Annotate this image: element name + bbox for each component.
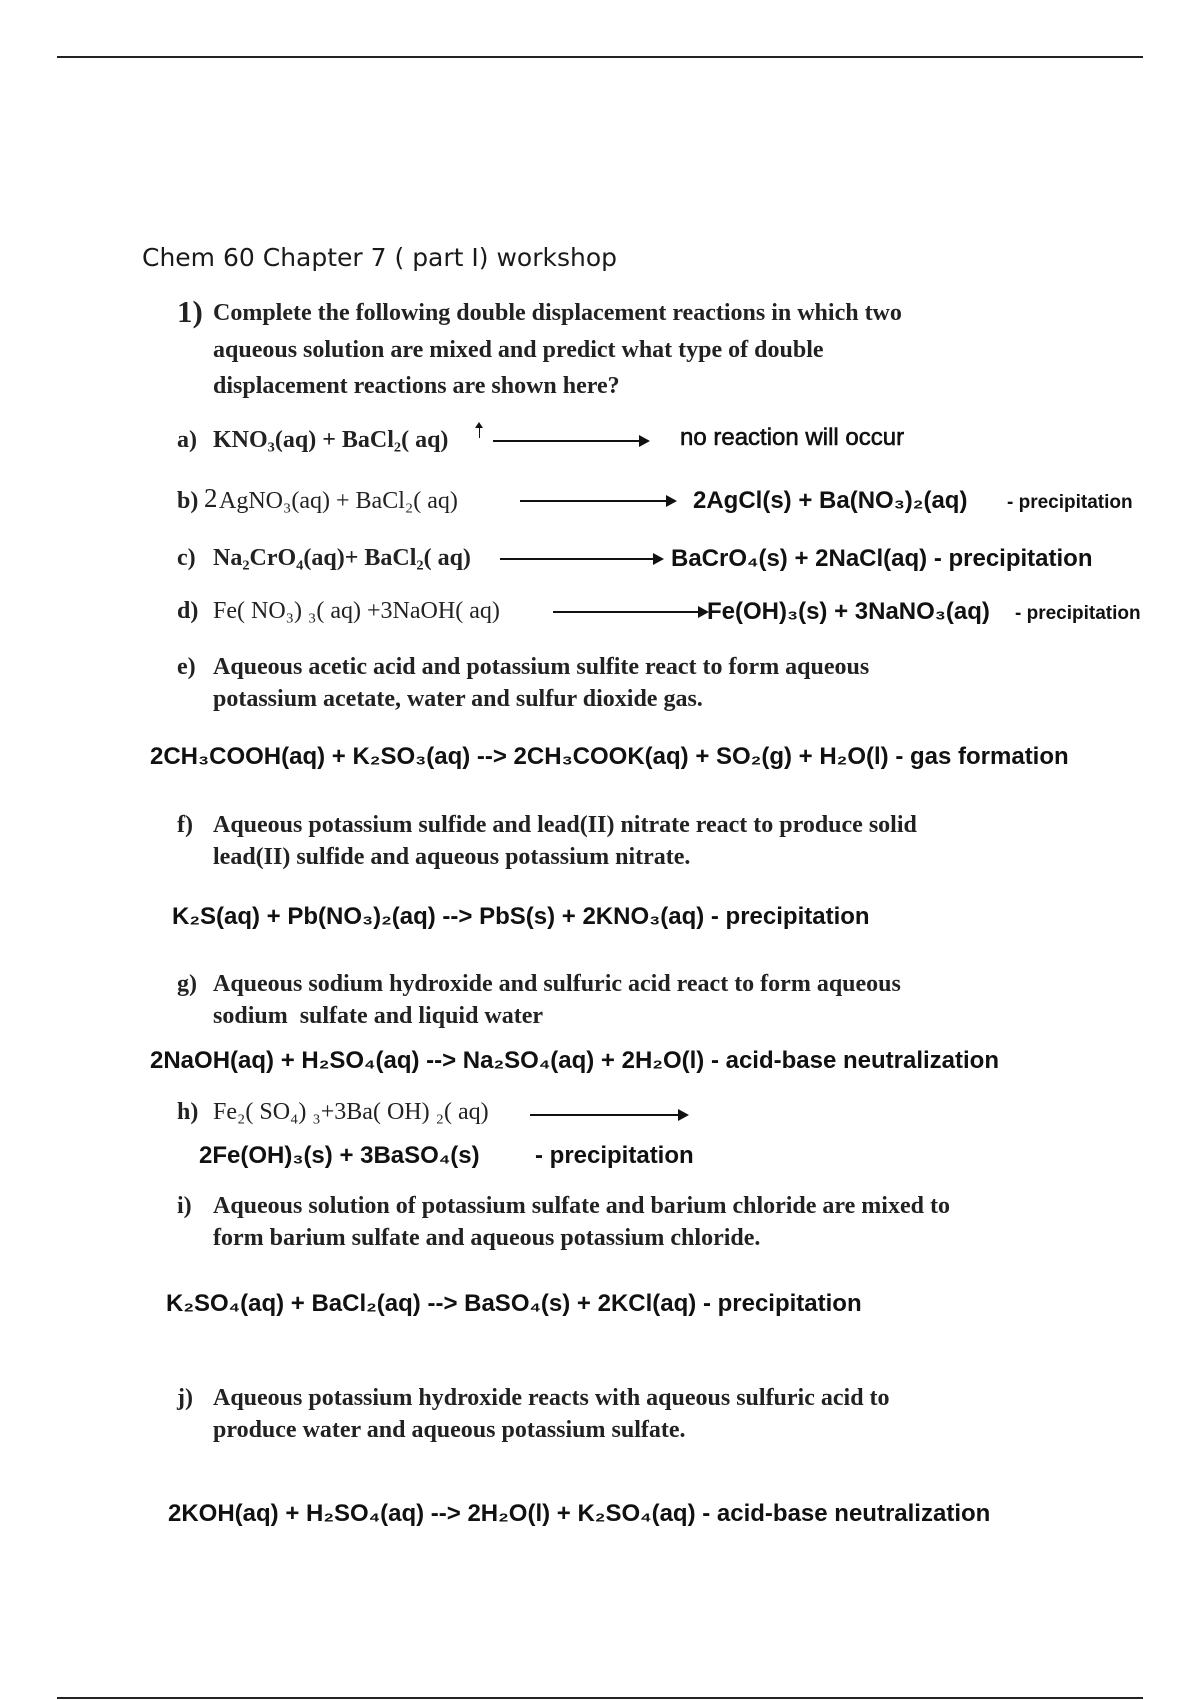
- up-arrow-icon: [479, 426, 480, 438]
- item-i-label: i): [177, 1193, 192, 1219]
- item-e-line-1: Aqueous acetic acid and potassium sulfite react to form aqueous: [213, 654, 870, 680]
- item-c-reactants: Na₂CrO₄(aq)+ BaCl₂( aq): [213, 545, 471, 571]
- item-c-label: c): [177, 545, 196, 571]
- item-b-label: b): [177, 488, 199, 514]
- item-e-answer: 2CH₃COOH(aq) + K₂SO₃(aq) --> 2CH₃COOK(aq) + SO₂(g) + H₂O(l) - gas formation: [150, 743, 1069, 770]
- bottom-rule: [57, 1697, 1143, 1699]
- item-b-reactants: AgNO₃(aq) + BaCl₂( aq): [219, 488, 458, 514]
- item-h-label: h): [177, 1099, 199, 1125]
- item-a-label: a): [177, 427, 197, 453]
- item-h-type: - precipitation: [535, 1142, 694, 1169]
- item-d-answer: Fe(OH)₃(s) + 3NaNO₃(aq): [707, 598, 990, 625]
- item-a-reactants: KNO₃(aq) + BaCl₂( aq): [213, 427, 449, 453]
- item-h-reactants: Fe₂( SO₄) ₃+3Ba( OH) ₂( aq): [213, 1099, 489, 1125]
- item-i-line-1: Aqueous solution of potassium sulfate and barium chloride are mixed to: [213, 1193, 950, 1219]
- item-f-answer: K₂S(aq) + Pb(NO₃)₂(aq) --> PbS(s) + 2KNO₃(aq) - precipitation: [172, 903, 870, 930]
- item-j-answer: 2KOH(aq) + H₂SO₄(aq) --> 2H₂O(l) + K₂SO₄(aq) - acid-base neutralization: [168, 1500, 991, 1527]
- reaction-arrow-b: [520, 500, 675, 502]
- reaction-arrow-a: [493, 440, 648, 442]
- item-c-answer: BaCrO₄(s) + 2NaCl(aq) - precipitation: [671, 545, 1093, 572]
- question-line-1: Complete the following double displacement reactions in which two: [213, 300, 902, 326]
- item-a-answer: no reaction will occur: [680, 424, 905, 451]
- item-h-answer: 2Fe(OH)₃(s) + 3BaSO₄(s): [199, 1142, 480, 1169]
- reaction-arrow-d: [553, 611, 707, 613]
- item-g-answer: 2NaOH(aq) + H₂SO₄(aq) --> Na₂SO₄(aq) + 2H₂O(l) - acid-base neutralization: [150, 1047, 999, 1074]
- item-e-label: e): [177, 654, 196, 680]
- question-number: 1): [177, 294, 203, 329]
- item-b-type: - precipitation: [1007, 492, 1133, 513]
- item-d-label: d): [177, 598, 199, 624]
- item-j-line-2: produce water and aqueous potassium sulfate.: [213, 1417, 686, 1443]
- item-f-line-1: Aqueous potassium sulfide and lead(II) nitrate react to produce solid: [213, 812, 917, 838]
- page-title: Chem 60 Chapter 7 ( part I) workshop: [142, 243, 618, 272]
- reaction-arrow-c: [500, 558, 662, 560]
- item-b-coefficient: 2: [204, 483, 218, 513]
- item-i-line-2: form barium sulfate and aqueous potassium chloride.: [213, 1225, 761, 1251]
- item-g-line-1: Aqueous sodium hydroxide and sulfuric acid react to form aqueous: [213, 971, 901, 997]
- item-f-line-2: lead(II) sulfide and aqueous potassium nitrate.: [213, 844, 691, 870]
- top-rule: [57, 56, 1143, 58]
- item-d-reactants: Fe( NO₃) ₃( aq) +3NaOH( aq): [213, 598, 500, 624]
- item-g-line-2: sodium sulfate and liquid water: [213, 1003, 544, 1029]
- item-b-answer: 2AgCl(s) + Ba(NO₃)₂(aq): [693, 487, 968, 514]
- item-j-line-1: Aqueous potassium hydroxide reacts with aqueous sulfuric acid to: [213, 1385, 890, 1411]
- question-line-3: displacement reactions are shown here?: [213, 373, 620, 399]
- item-g-label: g): [177, 971, 197, 997]
- reaction-arrow-h: [530, 1114, 687, 1116]
- item-d-type: - precipitation: [1015, 603, 1141, 624]
- item-j-label: j): [177, 1385, 193, 1411]
- item-i-answer: K₂SO₄(aq) + BaCl₂(aq) --> BaSO₄(s) + 2KCl(aq) - precipitation: [166, 1290, 862, 1317]
- question-line-2: aqueous solution are mixed and predict what type of double: [213, 337, 824, 363]
- item-e-line-2: potassium acetate, water and sulfur dioxide gas.: [213, 686, 703, 712]
- item-f-label: f): [177, 812, 193, 838]
